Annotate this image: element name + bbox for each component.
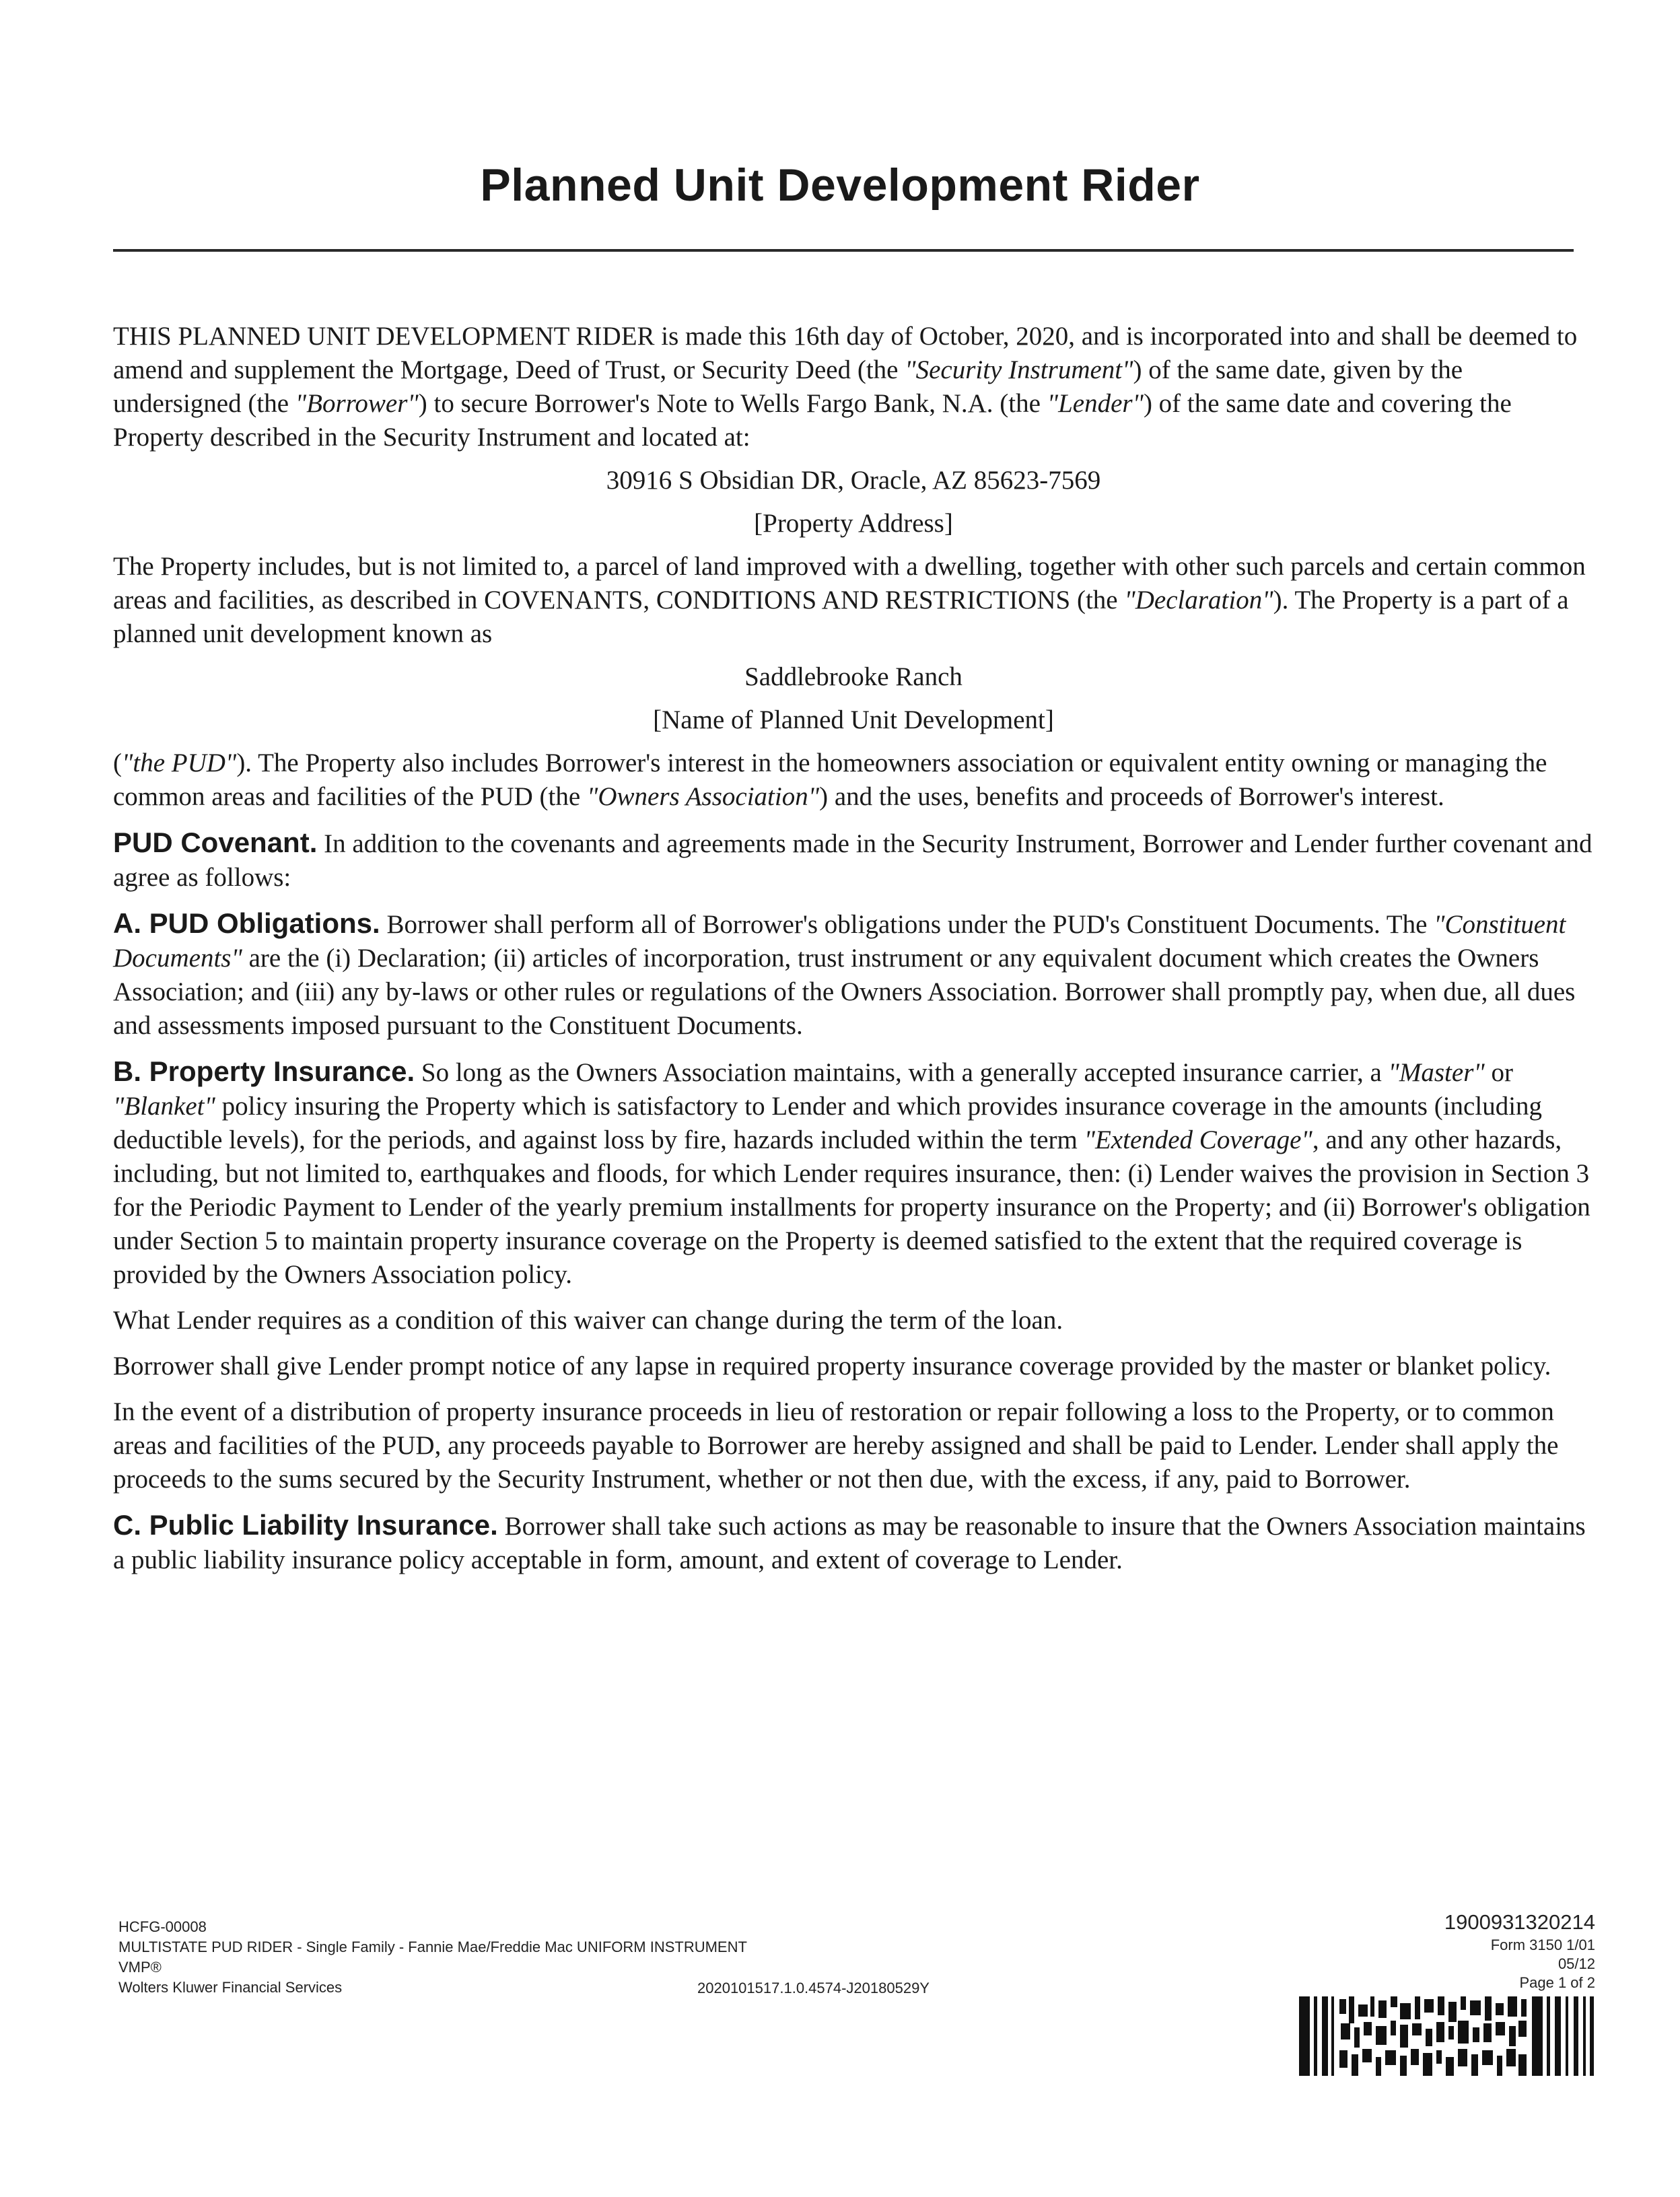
section-b-heading: B. Property Insurance. bbox=[113, 1055, 415, 1087]
footer-form-description: MULTISTATE PUD RIDER - Single Family - Fannie Mae/Freddie Mac UNIFORM INSTRUMENT bbox=[118, 1939, 747, 1955]
page-title: Planned Unit Development Rider bbox=[480, 160, 1200, 211]
pud-name-label: [Name of Planned Unit Development] bbox=[653, 705, 1054, 734]
title-divider bbox=[113, 249, 1574, 252]
pud-name: Saddlebrooke Ranch bbox=[744, 662, 963, 691]
intro-lead: THIS PLANNED UNIT DEVELOPMENT RIDER bbox=[113, 322, 655, 351]
section-a-text-2: are the (i) Declaration; (ii) articles of incorporation, trust instrument or any equivalent document which creates the Owners Association; and (iii) any by-laws or other rules or regulations of the Owners Association. Borrower shall promptly pay, when due, all dues and assessments imposed pursuant to the Constituent Documents. bbox=[113, 944, 1576, 1040]
section-b-text-4: , and any other hazards, including, but not limited to, earthquakes and floods, for which Lender requires insurance, then: (i) Lender waives the provision in Section 3 for the Periodic Payment to Lender of the yearly premium installments for property insurance on the Property; and (ii) Borrower's obligation under Section 5 to maintain property insurance coverage on the Property is deemed satisfied to the extent that the required coverage is provided by the Owners Association policy. bbox=[113, 1125, 1590, 1289]
property-address: 30916 S Obsidian DR, Oracle, AZ 85623-7569 bbox=[606, 466, 1101, 495]
loan-number: 1900931320214 bbox=[1444, 1910, 1595, 1934]
property-address-label: [Property Address] bbox=[754, 509, 953, 538]
intro-paragraph bbox=[113, 320, 1594, 454]
intro-text-2: ) of the same date, given by the undersigned (the bbox=[113, 355, 1463, 418]
section-c-heading: C. Public Liability Insurance. bbox=[113, 1509, 498, 1541]
term-blanket: "Blanket" bbox=[113, 1092, 215, 1121]
footer-document-id: 2020101517.1.0.4574-J20180529Y bbox=[697, 1980, 930, 1996]
intro-text-3: ) to secure Borrower's Note to Wells Fargo Bank, N.A. (the bbox=[418, 389, 1047, 418]
property-text-2: ). The Property is a part of a planned unit development known as bbox=[113, 586, 1569, 648]
page-number: Page 1 of 2 bbox=[1519, 1974, 1595, 1991]
lapse-notice-paragraph: Borrower shall give Lender prompt notice of any lapse in required property insurance coverage provided by the master or blanket policy. bbox=[113, 1352, 1551, 1381]
pud-text-0: ( bbox=[113, 748, 122, 777]
section-b-text-3: policy insuring the Property which is satisfactory to Lender and which provides insurance coverage in the amounts (including deductible levels), for the periods, and against loss by fire, hazards included within the term bbox=[113, 1092, 1543, 1154]
footer-code: HCFG-00008 bbox=[118, 1918, 207, 1935]
covenant-heading: PUD Covenant. bbox=[113, 827, 318, 858]
pud-paragraph bbox=[113, 746, 1594, 814]
footer-page-info bbox=[1124, 1909, 1595, 1992]
covenant-paragraph bbox=[113, 826, 1594, 895]
section-b-text-1: So long as the Owners Association maintains, with a generally accepted insurance carrier, a bbox=[415, 1058, 1389, 1087]
barcode-image bbox=[1299, 1996, 1595, 2076]
term-the-pud: "the PUD" bbox=[122, 748, 237, 777]
waiver-paragraph: What Lender requires as a condition of this waiver can change during the term of the loan. bbox=[113, 1306, 1063, 1335]
term-constituent-documents: "Constituent Documents" bbox=[113, 910, 1566, 973]
property-paragraph bbox=[113, 550, 1594, 651]
section-b-text-2: or bbox=[1484, 1058, 1514, 1087]
property-text-1: The Property includes, but is not limited to, a parcel of land improved with a dwelling, together with other such parcels and certain common areas and facilities, as described in COVENANTS, CONDITIONS AND RESTRICTIONS (the bbox=[113, 552, 1586, 615]
term-declaration: "Declaration" bbox=[1124, 586, 1273, 615]
covenant-text: In addition to the covenants and agreements made in the Security Instrument, Borrower and Lender further covenant and agree as follows: bbox=[113, 829, 1593, 892]
section-a-heading: A. PUD Obligations. bbox=[113, 907, 380, 939]
term-owners-association: "Owners Association" bbox=[586, 782, 820, 811]
term-borrower: "Borrower" bbox=[295, 389, 419, 418]
footer-form-info bbox=[118, 1917, 1195, 1998]
section-b-paragraph bbox=[113, 1055, 1594, 1292]
intro-text-1: is made this 16th day of October, 2020, and is incorporated into and shall be deemed to amend and supplement the Mortgage, Deed of Trust, or Security Deed (the bbox=[113, 322, 1578, 384]
footer-publisher: Wolters Kluwer Financial Services bbox=[118, 1979, 343, 1996]
intro-text-4: ) of the same date and covering the Property described in the Security Instrument and located at: bbox=[113, 389, 1512, 452]
pud-text-1: ). The Property also includes Borrower's interest in the homeowners association or equivalent entity owning or managing the common areas and facilities of the PUD (the bbox=[113, 748, 1547, 811]
pud-text-2: ) and the uses, benefits and proceeds of Borrower's interest. bbox=[819, 782, 1444, 811]
footer-vmp: VMP® bbox=[118, 1959, 162, 1976]
section-c-paragraph bbox=[113, 1508, 1594, 1577]
section-a-text-1: Borrower shall perform all of Borrower's obligations under the PUD's Constituent Documents. The bbox=[380, 910, 1434, 939]
revision-date: 05/12 bbox=[1558, 1955, 1595, 1972]
term-security-instrument: "Security Instrument" bbox=[905, 355, 1133, 384]
form-number: Form 3150 1/01 bbox=[1490, 1937, 1595, 1953]
section-c-text: Borrower shall take such actions as may be reasonable to insure that the Owners Association maintains a public liability insurance policy acceptable in form, amount, and extent of coverage to Lender. bbox=[113, 1512, 1586, 1574]
proceeds-paragraph: In the event of a distribution of property insurance proceeds in lieu of restoration or repair following a loss to the Property, or to common areas and facilities of the PUD, any proceeds payable to Borrower are hereby assigned and shall be paid to Lender. Lender shall apply the proceeds to the sums secured by the Security Instrument, whether or not then due, with the excess, if any, paid to Borrower. bbox=[113, 1397, 1559, 1494]
section-a-paragraph bbox=[113, 907, 1594, 1043]
term-master: "Master" bbox=[1388, 1058, 1485, 1087]
document-body bbox=[113, 320, 1594, 1589]
term-extended-coverage: "Extended Coverage" bbox=[1084, 1125, 1312, 1154]
term-lender: "Lender" bbox=[1047, 389, 1144, 418]
